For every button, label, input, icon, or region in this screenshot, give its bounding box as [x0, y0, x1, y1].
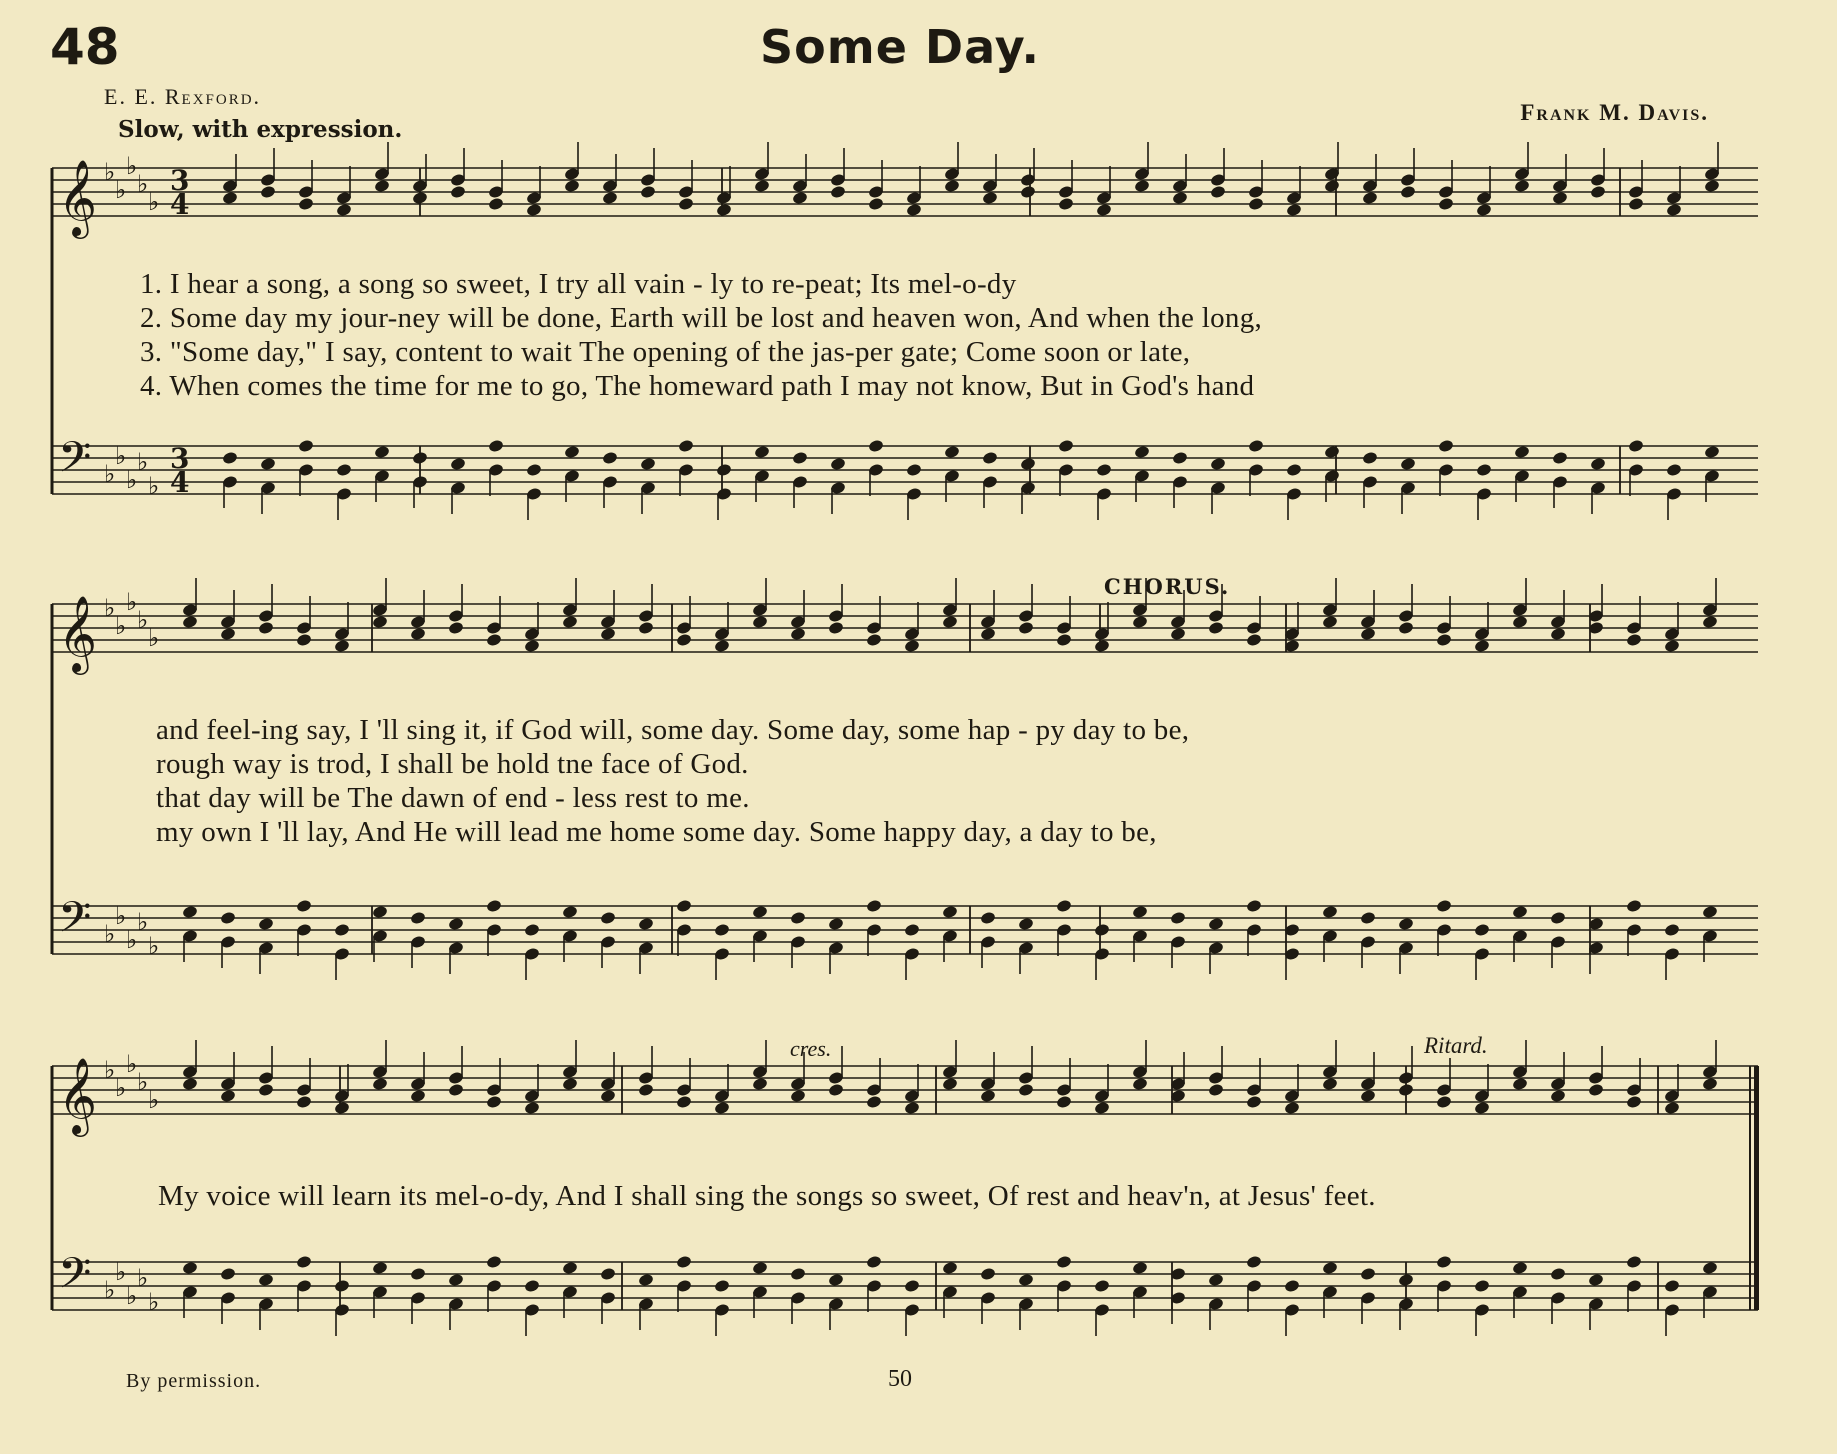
time-signature: 4: [170, 188, 190, 221]
note-head: [754, 179, 771, 194]
treble-clef-icon: 𝄞: [58, 595, 98, 672]
flat-icon: ♭: [148, 188, 160, 216]
note-head: [562, 615, 579, 630]
composer-credit: Frank M. Davis.: [1520, 100, 1709, 125]
note-head: [526, 463, 543, 478]
note-head: [412, 191, 429, 206]
flat-icon: ♭: [104, 158, 116, 186]
note-head: [1400, 457, 1417, 472]
note-head: [1210, 185, 1227, 200]
note-head: [486, 1255, 503, 1270]
note-head: [334, 1101, 351, 1116]
note-head: [1246, 1095, 1263, 1110]
note-head: [524, 639, 541, 654]
flat-icon: ♭: [104, 460, 116, 488]
bass-clef-icon: 𝄢: [58, 893, 92, 953]
note-head: [866, 633, 883, 648]
flat-icon: ♭: [115, 1074, 127, 1102]
note-head: [486, 633, 503, 648]
note-head: [716, 463, 733, 478]
note-head: [1626, 633, 1643, 648]
note-head: [1322, 1261, 1339, 1276]
note-head: [1436, 899, 1453, 914]
note-head: [1360, 1267, 1377, 1282]
bass-clef-icon: 𝄢: [58, 1249, 92, 1309]
note-head: [1626, 899, 1643, 914]
note-head: [524, 1101, 541, 1116]
note-head: [1360, 1089, 1377, 1104]
flat-icon: ♭: [148, 932, 160, 960]
note-head: [602, 191, 619, 206]
flat-icon: ♭: [148, 1086, 160, 1114]
note-head: [296, 633, 313, 648]
note-head: [182, 1077, 199, 1092]
note-head: [372, 615, 389, 630]
note-head: [1018, 917, 1035, 932]
note-head: [944, 445, 961, 460]
note-head: [830, 457, 847, 472]
note-head: [1056, 1255, 1073, 1270]
note-head: [448, 621, 465, 636]
note-head: [1474, 639, 1491, 654]
note-head: [1322, 905, 1339, 920]
note-head: [600, 627, 617, 642]
verse-line-4: 4. When comes the time for me to go, The homeward path I may not know, But in God's hand: [140, 370, 1255, 402]
note-head: [1208, 1273, 1225, 1288]
note-head: [1362, 451, 1379, 466]
note-head: [562, 1261, 579, 1276]
note-head: [904, 1101, 921, 1116]
lyricist-credit: E. E. Rexford.: [104, 84, 262, 109]
note-head: [524, 1279, 541, 1294]
note-head: [1626, 1255, 1643, 1270]
note-head: [410, 1089, 427, 1104]
note-head: [1020, 185, 1037, 200]
tempo-marking: Slow, with expression.: [118, 116, 403, 143]
flat-icon: ♭: [104, 594, 116, 622]
note-head: [1552, 191, 1569, 206]
note-head: [1208, 621, 1225, 636]
note-head: [1058, 197, 1075, 212]
note-head: [220, 627, 237, 642]
note-head: [906, 463, 923, 478]
note-head: [220, 1089, 237, 1104]
time-signature: 3: [170, 164, 190, 197]
note-head: [296, 1255, 313, 1270]
ritard-marking: Ritard.: [1424, 1033, 1488, 1058]
note-head: [1398, 1083, 1415, 1098]
note-head: [1132, 615, 1149, 630]
flat-icon: ♭: [126, 1282, 138, 1310]
note-head: [374, 445, 391, 460]
note-head: [298, 439, 315, 454]
note-head: [410, 1267, 427, 1282]
note-head: [866, 899, 883, 914]
note-head: [1132, 1077, 1149, 1092]
note-head: [1400, 185, 1417, 200]
note-head: [372, 1077, 389, 1092]
verse-line-4: my own I 'll lay, And He will lead me home some day. Some happy day, a day to be,: [156, 816, 1157, 848]
note-head: [638, 917, 655, 932]
treble-clef-icon: 𝄞: [58, 159, 98, 236]
flat-icon: ♭: [115, 176, 127, 204]
note-head: [448, 1273, 465, 1288]
note-head: [1512, 1077, 1529, 1092]
note-head: [600, 911, 617, 926]
note-head: [678, 439, 695, 454]
flat-icon: ♭: [126, 1050, 138, 1078]
flat-icon: ♭: [115, 612, 127, 640]
flat-icon: ♭: [126, 588, 138, 616]
note-head: [1284, 1101, 1301, 1116]
note-head: [410, 911, 427, 926]
note-head: [1134, 179, 1151, 194]
note-head: [1702, 615, 1719, 630]
note-head: [1286, 463, 1303, 478]
note-head: [1702, 905, 1719, 920]
note-head: [1664, 923, 1681, 938]
flat-icon: ♭: [137, 1264, 149, 1292]
note-head: [600, 1089, 617, 1104]
note-head: [1094, 1101, 1111, 1116]
note-head: [1134, 445, 1151, 460]
note-head: [1170, 627, 1187, 642]
flat-icon: ♭: [137, 1068, 149, 1096]
note-head: [1322, 615, 1339, 630]
note-head: [980, 627, 997, 642]
note-head: [1248, 439, 1265, 454]
note-head: [486, 899, 503, 914]
note-head: [1550, 911, 1567, 926]
note-head: [942, 905, 959, 920]
note-head: [1666, 463, 1683, 478]
note-head: [1628, 439, 1645, 454]
flat-icon: ♭: [115, 902, 127, 930]
note-head: [258, 621, 275, 636]
note-head: [792, 191, 809, 206]
bass-clef-icon: 𝄢: [58, 433, 92, 493]
note-head: [336, 463, 353, 478]
note-head: [676, 1255, 693, 1270]
verse-line-3: that day will be The dawn of end - less rest to me.: [156, 782, 750, 814]
note-head: [526, 203, 543, 218]
note-head: [1550, 1089, 1567, 1104]
note-head: [1170, 911, 1187, 926]
note-head: [1132, 905, 1149, 920]
note-head: [676, 1095, 693, 1110]
note-head: [1398, 917, 1415, 932]
flat-icon: ♭: [115, 442, 127, 470]
note-head: [1436, 633, 1453, 648]
note-head: [1476, 463, 1493, 478]
note-head: [1284, 1279, 1301, 1294]
hymn-title: Some Day.: [760, 20, 1040, 74]
note-head: [1362, 191, 1379, 206]
note-head: [1020, 457, 1037, 472]
note-head: [904, 923, 921, 938]
note-head: [676, 633, 693, 648]
note-head: [866, 1255, 883, 1270]
note-head: [714, 639, 731, 654]
note-head: [562, 1077, 579, 1092]
note-head: [1702, 1261, 1719, 1276]
flat-icon: ♭: [148, 472, 160, 500]
note-head: [1018, 1273, 1035, 1288]
note-head: [1476, 203, 1493, 218]
note-head: [1360, 627, 1377, 642]
note-head: [904, 639, 921, 654]
note-head: [1438, 197, 1455, 212]
note-head: [486, 1095, 503, 1110]
note-head: [1398, 621, 1415, 636]
note-head: [182, 905, 199, 920]
flat-icon: ♭: [148, 624, 160, 652]
note-head: [1512, 615, 1529, 630]
note-head: [790, 1089, 807, 1104]
note-head: [1056, 1095, 1073, 1110]
note-head: [638, 1273, 655, 1288]
flat-icon: ♭: [137, 908, 149, 936]
note-head: [1628, 197, 1645, 212]
note-head: [220, 1267, 237, 1282]
note-head: [904, 1279, 921, 1294]
note-head: [828, 1083, 845, 1098]
note-head: [334, 1279, 351, 1294]
chorus-marking: CHORUS.: [1104, 574, 1231, 599]
flat-icon: ♭: [137, 606, 149, 634]
note-head: [714, 923, 731, 938]
hymn-number: 48: [50, 18, 120, 76]
note-head: [1096, 203, 1113, 218]
note-head: [1702, 1077, 1719, 1092]
note-head: [640, 457, 657, 472]
note-head: [372, 905, 389, 920]
note-head: [678, 197, 695, 212]
page-number: 50: [888, 1366, 912, 1392]
note-head: [1512, 905, 1529, 920]
note-head: [220, 911, 237, 926]
note-head: [260, 185, 277, 200]
note-head: [336, 203, 353, 218]
note-head: [372, 1261, 389, 1276]
note-head: [790, 1267, 807, 1282]
note-head: [1550, 1267, 1567, 1282]
note-head: [334, 923, 351, 938]
note-head: [1246, 899, 1263, 914]
note-head: [1474, 1279, 1491, 1294]
note-head: [410, 627, 427, 642]
note-head: [1246, 633, 1263, 648]
time-signature: 4: [170, 466, 190, 499]
note-head: [1094, 1279, 1111, 1294]
note-head: [1552, 451, 1569, 466]
note-head: [1474, 923, 1491, 938]
note-head: [942, 615, 959, 630]
flat-icon: ♭: [104, 1276, 116, 1304]
note-head: [1704, 445, 1721, 460]
note-head: [1018, 621, 1035, 636]
note-head: [448, 917, 465, 932]
note-head: [1588, 1083, 1605, 1098]
note-head: [752, 615, 769, 630]
note-head: [1210, 457, 1227, 472]
note-head: [982, 191, 999, 206]
note-head: [828, 1273, 845, 1288]
note-head: [980, 1089, 997, 1104]
note-head: [260, 457, 277, 472]
note-head: [222, 451, 239, 466]
note-head: [374, 179, 391, 194]
note-head: [1094, 639, 1111, 654]
flat-icon: ♭: [115, 1258, 127, 1286]
note-head: [1094, 923, 1111, 938]
permission-note: By permission.: [126, 1370, 262, 1392]
note-head: [1018, 1083, 1035, 1098]
note-head: [1208, 1083, 1225, 1098]
note-head: [790, 627, 807, 642]
note-head: [716, 203, 733, 218]
note-head: [1208, 917, 1225, 932]
note-head: [1398, 1273, 1415, 1288]
note-head: [1474, 1101, 1491, 1116]
flat-icon: ♭: [104, 920, 116, 948]
note-head: [182, 1261, 199, 1276]
note-head: [980, 1267, 997, 1282]
note-head: [830, 185, 847, 200]
note-head: [638, 621, 655, 636]
note-head: [258, 1273, 275, 1288]
note-head: [1360, 911, 1377, 926]
note-head: [792, 451, 809, 466]
note-head: [564, 179, 581, 194]
note-head: [714, 1101, 731, 1116]
note-head: [1666, 203, 1683, 218]
note-head: [1590, 457, 1607, 472]
note-head: [828, 621, 845, 636]
note-head: [562, 905, 579, 920]
flat-icon: ♭: [104, 1056, 116, 1084]
note-head: [222, 191, 239, 206]
flat-icon: ♭: [137, 170, 149, 198]
note-head: [450, 457, 467, 472]
flat-icon: ♭: [126, 926, 138, 954]
note-head: [1096, 463, 1113, 478]
final-barline: [1754, 1066, 1759, 1310]
verse-line-1: 1. I hear a song, a song so sweet, I try all vain - ly to re-peat; Its mel-o-dy: [140, 268, 1017, 300]
note-head: [524, 923, 541, 938]
note-head: [790, 911, 807, 926]
note-head: [1588, 1273, 1605, 1288]
note-head: [752, 1077, 769, 1092]
note-head: [1286, 203, 1303, 218]
note-head: [488, 197, 505, 212]
note-head: [1324, 179, 1341, 194]
verse-line-3: 3. "Some day," I say, content to wait The opening of the jas-per gate; Come soon or late,: [140, 336, 1191, 368]
time-signature: 3: [170, 442, 190, 475]
note-head: [942, 1077, 959, 1092]
note-head: [1324, 445, 1341, 460]
verse-line-2: 2. Some day my jour-ney will be done, Earth will be lost and heaven won, And when the long,: [140, 302, 1263, 334]
note-head: [828, 917, 845, 932]
verse-line-1: My voice will learn its mel-o-dy, And I shall sing the songs so sweet, Of rest and heav'n, at Jesus' feet.: [158, 1180, 1376, 1212]
note-head: [602, 451, 619, 466]
note-head: [1172, 191, 1189, 206]
note-head: [1664, 1279, 1681, 1294]
note-head: [1246, 1255, 1263, 1270]
note-head: [182, 615, 199, 630]
flat-icon: ♭: [126, 466, 138, 494]
note-head: [296, 1095, 313, 1110]
note-head: [906, 203, 923, 218]
note-head: [676, 899, 693, 914]
note-head: [1590, 185, 1607, 200]
verse-line-1: and feel-ing say, I 'll sing it, if God will, some day. Some day, some hap - py day to be,: [156, 714, 1190, 746]
note-head: [1626, 1095, 1643, 1110]
note-head: [258, 1083, 275, 1098]
note-head: [942, 1261, 959, 1276]
note-head: [752, 1261, 769, 1276]
note-head: [1172, 451, 1189, 466]
note-head: [754, 445, 771, 460]
flat-icon: ♭: [126, 152, 138, 180]
flat-icon: ♭: [137, 448, 149, 476]
note-head: [1438, 439, 1455, 454]
note-head: [1436, 1255, 1453, 1270]
note-head: [1248, 197, 1265, 212]
note-head: [1056, 633, 1073, 648]
note-head: [640, 185, 657, 200]
note-head: [1514, 445, 1531, 460]
note-head: [258, 917, 275, 932]
note-head: [1514, 179, 1531, 194]
note-head: [1436, 1095, 1453, 1110]
note-head: [488, 439, 505, 454]
note-head: [334, 639, 351, 654]
note-head: [714, 1279, 731, 1294]
note-head: [564, 445, 581, 460]
note-head: [1058, 439, 1075, 454]
note-head: [298, 197, 315, 212]
note-head: [1322, 1077, 1339, 1092]
note-head: [866, 1095, 883, 1110]
note-head: [296, 899, 313, 914]
note-head: [448, 1083, 465, 1098]
note-head: [868, 439, 885, 454]
note-head: [1056, 899, 1073, 914]
crescendo-marking: cres.: [790, 1036, 832, 1061]
note-head: [638, 1083, 655, 1098]
note-head: [1704, 179, 1721, 194]
flat-icon: ♭: [148, 1288, 160, 1316]
note-head: [752, 905, 769, 920]
note-head: [450, 185, 467, 200]
note-head: [1664, 1101, 1681, 1116]
note-head: [1550, 627, 1567, 642]
note-head: [1664, 639, 1681, 654]
verse-line-2: rough way is trod, I shall be hold tne face of God.: [156, 748, 749, 780]
note-head: [980, 911, 997, 926]
note-head: [868, 197, 885, 212]
note-head: [600, 1267, 617, 1282]
note-head: [412, 451, 429, 466]
note-head: [944, 179, 961, 194]
note-head: [1132, 1261, 1149, 1276]
treble-clef-icon: 𝄞: [58, 1057, 98, 1134]
note-head: [982, 451, 999, 466]
note-head: [1512, 1261, 1529, 1276]
